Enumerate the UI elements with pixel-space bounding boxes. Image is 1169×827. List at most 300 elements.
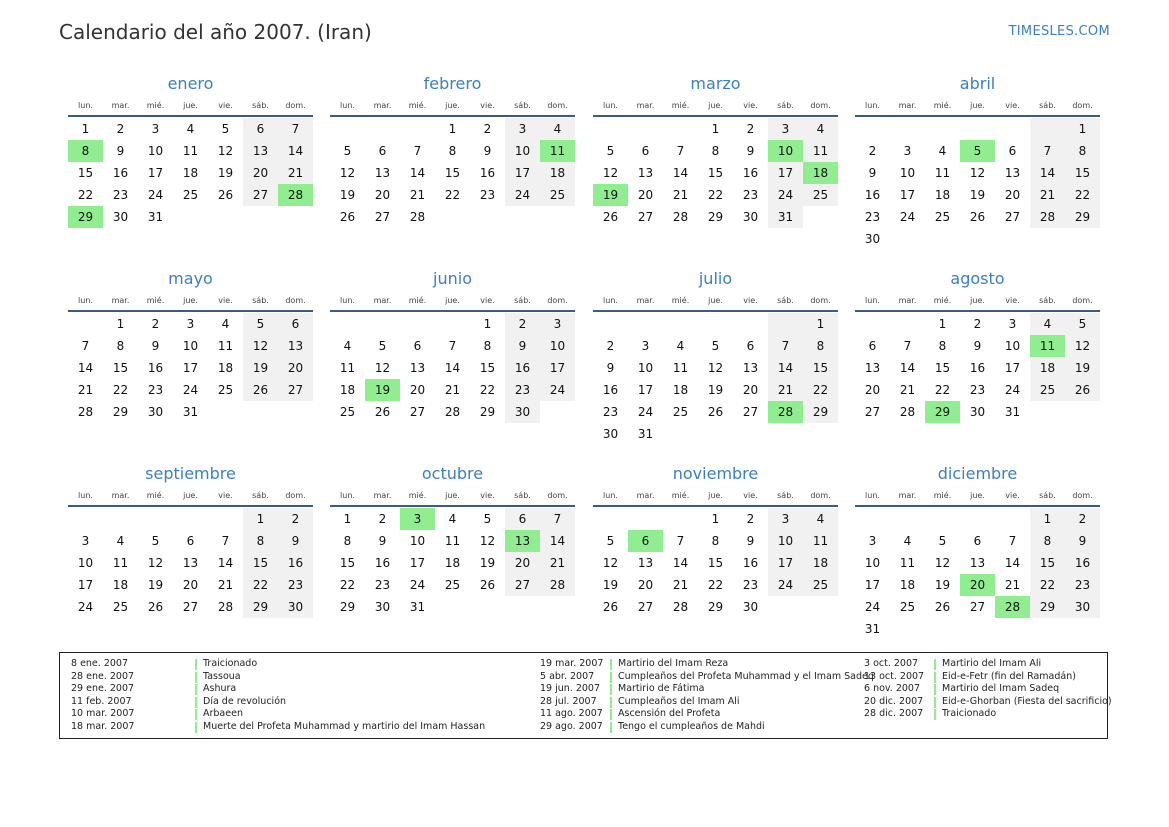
day-cell[interactable]: 11 <box>803 140 838 162</box>
day-cell[interactable]: 16 <box>1065 552 1100 574</box>
day-cell[interactable]: 30 <box>1065 596 1100 618</box>
day-cell[interactable]: 8 <box>803 335 838 357</box>
day-cell[interactable]: 18 <box>112 578 129 592</box>
day-cell[interactable]: 22 <box>707 578 724 592</box>
day-cell[interactable]: 19 <box>934 578 951 592</box>
day-cell[interactable]: 27 <box>182 600 199 614</box>
day-cell[interactable]: 25 <box>672 405 689 419</box>
day-cell[interactable]: 14 <box>540 530 575 552</box>
day-cell[interactable]: 3 <box>768 118 803 140</box>
day-cell[interactable]: 6 <box>1008 144 1017 158</box>
day-cell[interactable]: 16 <box>602 383 619 397</box>
day-cell[interactable]: 9 <box>1065 530 1100 552</box>
day-cell[interactable]: 18 <box>339 383 356 397</box>
day-cell[interactable]: 12 <box>1065 335 1100 357</box>
day-cell[interactable]: 2 <box>505 313 540 335</box>
day-cell[interactable]: 26 <box>602 600 619 614</box>
day-cell[interactable]: 8 <box>343 534 352 548</box>
day-cell[interactable]: 15 <box>112 361 129 375</box>
day-cell[interactable]: 20 <box>1004 188 1021 202</box>
day-cell[interactable]: 9 <box>746 144 755 158</box>
day-cell[interactable]: 20 <box>278 357 313 379</box>
day-cell[interactable]: 10 <box>1004 339 1021 353</box>
day-cell[interactable]: 17 <box>637 383 654 397</box>
day-cell[interactable]: 7 <box>1030 140 1065 162</box>
day-cell[interactable]: 12 <box>969 166 986 180</box>
day-cell[interactable]: 9 <box>868 166 877 180</box>
day-cell[interactable]: 30 <box>602 427 619 441</box>
day-cell[interactable]: 27 <box>505 574 540 596</box>
day-cell[interactable]: 5 <box>243 313 278 335</box>
day-cell[interactable]: 14 <box>409 166 426 180</box>
day-cell[interactable]: 10 <box>409 534 426 548</box>
day-cell[interactable]: 27 <box>409 405 426 419</box>
day-cell[interactable]: 15 <box>707 556 724 570</box>
day-cell[interactable]: 21 <box>1004 578 1021 592</box>
day-cell[interactable]: 5 <box>151 534 160 548</box>
day-cell[interactable]: 26 <box>707 405 724 419</box>
day-cell[interactable]: 3 <box>1008 317 1017 331</box>
day-cell[interactable]: 17 <box>409 556 426 570</box>
day-cell[interactable]: 13 <box>637 556 654 570</box>
day-cell[interactable]: 24 <box>899 210 916 224</box>
day-holiday[interactable]: 18 <box>803 162 838 184</box>
day-cell[interactable]: 30 <box>505 401 540 423</box>
day-cell[interactable]: 1 <box>803 313 838 335</box>
day-cell[interactable]: 1 <box>116 317 125 331</box>
day-holiday[interactable]: 10 <box>768 140 803 162</box>
day-cell[interactable]: 30 <box>147 405 164 419</box>
day-cell[interactable]: 24 <box>768 574 803 596</box>
day-cell[interactable]: 27 <box>278 379 313 401</box>
day-cell[interactable]: 5 <box>938 534 947 548</box>
day-cell[interactable]: 12 <box>217 144 234 158</box>
day-cell[interactable]: 13 <box>182 556 199 570</box>
day-cell[interactable]: 24 <box>182 383 199 397</box>
day-cell[interactable]: 4 <box>676 339 685 353</box>
day-cell[interactable]: 28 <box>217 600 234 614</box>
day-cell[interactable]: 13 <box>969 556 986 570</box>
day-cell[interactable]: 4 <box>343 339 352 353</box>
day-cell[interactable]: 5 <box>711 339 720 353</box>
day-cell[interactable]: 11 <box>182 144 199 158</box>
day-cell[interactable]: 4 <box>221 317 230 331</box>
day-cell[interactable]: 23 <box>374 578 391 592</box>
day-cell[interactable]: 29 <box>479 405 496 419</box>
day-cell[interactable]: 14 <box>444 361 461 375</box>
day-cell[interactable]: 28 <box>540 574 575 596</box>
day-cell[interactable]: 12 <box>147 556 164 570</box>
day-cell[interactable]: 24 <box>147 188 164 202</box>
day-cell[interactable]: 26 <box>479 578 496 592</box>
day-cell[interactable]: 27 <box>742 405 759 419</box>
day-cell[interactable]: 11 <box>112 556 129 570</box>
day-cell[interactable]: 20 <box>505 552 540 574</box>
day-cell[interactable]: 18 <box>672 383 689 397</box>
day-cell[interactable]: 12 <box>934 556 951 570</box>
day-cell[interactable]: 2 <box>151 317 160 331</box>
day-cell[interactable]: 16 <box>969 361 986 375</box>
day-cell[interactable]: 8 <box>711 534 720 548</box>
day-cell[interactable]: 15 <box>339 556 356 570</box>
day-cell[interactable]: 7 <box>1008 534 1017 548</box>
day-cell[interactable]: 13 <box>243 140 278 162</box>
day-cell[interactable]: 7 <box>278 118 313 140</box>
day-cell[interactable]: 31 <box>864 622 881 636</box>
day-cell[interactable]: 29 <box>1065 206 1100 228</box>
day-cell[interactable]: 31 <box>182 405 199 419</box>
day-cell[interactable]: 6 <box>186 534 195 548</box>
day-cell[interactable]: 7 <box>413 144 422 158</box>
day-cell[interactable]: 28 <box>672 210 689 224</box>
day-cell[interactable]: 9 <box>378 534 387 548</box>
day-cell[interactable]: 5 <box>221 122 230 136</box>
day-cell[interactable]: 23 <box>278 574 313 596</box>
day-cell[interactable]: 14 <box>278 140 313 162</box>
day-cell[interactable]: 27 <box>374 210 391 224</box>
day-cell[interactable]: 25 <box>803 184 838 206</box>
day-holiday[interactable]: 11 <box>540 140 575 162</box>
day-cell[interactable]: 30 <box>864 232 881 246</box>
day-cell[interactable]: 20 <box>243 162 278 184</box>
day-cell[interactable]: 21 <box>540 552 575 574</box>
day-cell[interactable]: 6 <box>243 118 278 140</box>
day-cell[interactable]: 11 <box>672 361 689 375</box>
day-cell[interactable]: 6 <box>746 339 755 353</box>
day-cell[interactable]: 30 <box>278 596 313 618</box>
day-cell[interactable]: 3 <box>151 122 160 136</box>
day-cell[interactable]: 4 <box>1030 313 1065 335</box>
day-holiday[interactable]: 20 <box>960 574 995 596</box>
day-cell[interactable]: 16 <box>479 166 496 180</box>
day-cell[interactable]: 15 <box>803 357 838 379</box>
day-cell[interactable]: 10 <box>147 144 164 158</box>
day-cell[interactable]: 14 <box>1030 162 1065 184</box>
day-cell[interactable]: 28 <box>409 210 426 224</box>
day-cell[interactable]: 5 <box>1065 313 1100 335</box>
day-cell[interactable]: 23 <box>742 188 759 202</box>
day-cell[interactable]: 8 <box>711 144 720 158</box>
day-cell[interactable]: 15 <box>479 361 496 375</box>
day-cell[interactable]: 16 <box>112 166 129 180</box>
day-cell[interactable]: 13 <box>278 335 313 357</box>
day-cell[interactable]: 23 <box>479 188 496 202</box>
day-cell[interactable]: 19 <box>969 188 986 202</box>
day-cell[interactable]: 24 <box>1004 383 1021 397</box>
day-cell[interactable]: 3 <box>505 118 540 140</box>
day-cell[interactable]: 8 <box>1065 140 1100 162</box>
day-cell[interactable]: 25 <box>803 574 838 596</box>
day-cell[interactable]: 22 <box>803 379 838 401</box>
day-cell[interactable]: 16 <box>742 166 759 180</box>
day-cell[interactable]: 25 <box>1030 379 1065 401</box>
day-holiday[interactable]: 28 <box>278 184 313 206</box>
day-cell[interactable]: 22 <box>77 188 94 202</box>
day-cell[interactable]: 6 <box>868 339 877 353</box>
day-cell[interactable]: 9 <box>116 144 125 158</box>
day-cell[interactable]: 4 <box>540 118 575 140</box>
day-cell[interactable]: 18 <box>899 578 916 592</box>
day-cell[interactable]: 28 <box>444 405 461 419</box>
day-cell[interactable]: 14 <box>672 166 689 180</box>
day-cell[interactable]: 3 <box>186 317 195 331</box>
day-cell[interactable]: 26 <box>217 188 234 202</box>
day-cell[interactable]: 14 <box>77 361 94 375</box>
day-cell[interactable]: 2 <box>1065 508 1100 530</box>
day-cell[interactable]: 1 <box>343 512 352 526</box>
day-cell[interactable]: 29 <box>707 600 724 614</box>
day-cell[interactable]: 23 <box>112 188 129 202</box>
day-cell[interactable]: 11 <box>217 339 234 353</box>
day-cell[interactable]: 10 <box>768 530 803 552</box>
day-cell[interactable]: 2 <box>483 122 492 136</box>
day-cell[interactable]: 30 <box>112 210 129 224</box>
day-cell[interactable]: 12 <box>479 534 496 548</box>
day-cell[interactable]: 3 <box>540 313 575 335</box>
day-cell[interactable]: 17 <box>182 361 199 375</box>
day-cell[interactable]: 26 <box>339 210 356 224</box>
day-cell[interactable]: 26 <box>602 210 619 224</box>
day-cell[interactable]: 1 <box>1065 118 1100 140</box>
day-cell[interactable]: 4 <box>938 144 947 158</box>
day-cell[interactable]: 24 <box>409 578 426 592</box>
day-cell[interactable]: 21 <box>672 578 689 592</box>
day-cell[interactable]: 25 <box>540 184 575 206</box>
day-cell[interactable]: 5 <box>378 339 387 353</box>
day-cell[interactable]: 17 <box>147 166 164 180</box>
day-cell[interactable]: 17 <box>768 552 803 574</box>
day-cell[interactable]: 30 <box>969 405 986 419</box>
day-cell[interactable]: 1 <box>81 122 90 136</box>
day-holiday[interactable]: 28 <box>995 596 1030 618</box>
day-cell[interactable]: 2 <box>746 122 755 136</box>
day-cell[interactable]: 8 <box>1030 530 1065 552</box>
day-cell[interactable]: 16 <box>742 556 759 570</box>
day-cell[interactable]: 3 <box>768 508 803 530</box>
day-cell[interactable]: 1 <box>448 122 457 136</box>
day-cell[interactable]: 12 <box>243 335 278 357</box>
day-cell[interactable]: 6 <box>278 313 313 335</box>
day-cell[interactable]: 22 <box>112 383 129 397</box>
day-cell[interactable]: 9 <box>606 361 615 375</box>
day-cell[interactable]: 10 <box>182 339 199 353</box>
day-cell[interactable]: 26 <box>374 405 391 419</box>
day-cell[interactable]: 6 <box>505 508 540 530</box>
day-cell[interactable]: 27 <box>969 600 986 614</box>
day-cell[interactable]: 29 <box>1030 596 1065 618</box>
day-cell[interactable]: 14 <box>217 556 234 570</box>
day-cell[interactable]: 15 <box>1030 552 1065 574</box>
day-holiday[interactable]: 6 <box>628 530 663 552</box>
day-holiday[interactable]: 5 <box>960 140 995 162</box>
day-cell[interactable]: 3 <box>868 534 877 548</box>
day-cell[interactable]: 1 <box>483 317 492 331</box>
day-cell[interactable]: 3 <box>81 534 90 548</box>
day-cell[interactable]: 22 <box>243 574 278 596</box>
day-cell[interactable]: 26 <box>969 210 986 224</box>
day-cell[interactable]: 29 <box>339 600 356 614</box>
day-cell[interactable]: 15 <box>707 166 724 180</box>
day-cell[interactable]: 1 <box>938 317 947 331</box>
day-cell[interactable]: 22 <box>339 578 356 592</box>
day-cell[interactable]: 23 <box>505 379 540 401</box>
day-cell[interactable]: 20 <box>637 188 654 202</box>
day-cell[interactable]: 4 <box>803 508 838 530</box>
day-cell[interactable]: 7 <box>676 144 685 158</box>
day-cell[interactable]: 2 <box>868 144 877 158</box>
day-cell[interactable]: 31 <box>147 210 164 224</box>
day-cell[interactable]: 19 <box>339 188 356 202</box>
day-cell[interactable]: 10 <box>637 361 654 375</box>
day-cell[interactable]: 24 <box>505 184 540 206</box>
day-cell[interactable]: 2 <box>116 122 125 136</box>
day-cell[interactable]: 9 <box>973 339 982 353</box>
day-cell[interactable]: 20 <box>742 383 759 397</box>
day-cell[interactable]: 19 <box>602 578 619 592</box>
day-cell[interactable]: 13 <box>864 361 881 375</box>
day-cell[interactable]: 3 <box>903 144 912 158</box>
day-cell[interactable]: 25 <box>112 600 129 614</box>
day-cell[interactable]: 11 <box>803 530 838 552</box>
day-cell[interactable]: 24 <box>768 184 803 206</box>
day-cell[interactable]: 23 <box>602 405 619 419</box>
day-cell[interactable]: 15 <box>444 166 461 180</box>
day-cell[interactable]: 18 <box>803 552 838 574</box>
day-cell[interactable]: 19 <box>1065 357 1100 379</box>
day-cell[interactable]: 24 <box>77 600 94 614</box>
day-cell[interactable]: 1 <box>243 508 278 530</box>
day-cell[interactable]: 21 <box>672 188 689 202</box>
day-cell[interactable]: 6 <box>413 339 422 353</box>
day-cell[interactable]: 21 <box>444 383 461 397</box>
brand-logo[interactable]: TIMESLES.COM <box>1008 24 1110 39</box>
day-cell[interactable]: 18 <box>217 361 234 375</box>
day-cell[interactable]: 29 <box>707 210 724 224</box>
day-cell[interactable]: 25 <box>934 210 951 224</box>
day-cell[interactable]: 4 <box>116 534 125 548</box>
day-cell[interactable]: 16 <box>278 552 313 574</box>
day-cell[interactable]: 4 <box>903 534 912 548</box>
day-cell[interactable]: 16 <box>864 188 881 202</box>
day-cell[interactable]: 20 <box>637 578 654 592</box>
day-holiday[interactable]: 3 <box>400 508 435 530</box>
day-cell[interactable]: 30 <box>742 600 759 614</box>
day-cell[interactable]: 20 <box>864 383 881 397</box>
day-cell[interactable]: 19 <box>479 556 496 570</box>
day-cell[interactable]: 7 <box>540 508 575 530</box>
day-cell[interactable]: 9 <box>278 530 313 552</box>
day-cell[interactable]: 18 <box>934 188 951 202</box>
day-holiday[interactable]: 19 <box>365 379 400 401</box>
day-cell[interactable]: 21 <box>217 578 234 592</box>
day-cell[interactable]: 24 <box>637 405 654 419</box>
day-cell[interactable]: 25 <box>339 405 356 419</box>
day-cell[interactable]: 21 <box>278 162 313 184</box>
day-cell[interactable]: 23 <box>1065 574 1100 596</box>
day-cell[interactable]: 27 <box>637 600 654 614</box>
day-cell[interactable]: 26 <box>147 600 164 614</box>
day-cell[interactable]: 20 <box>409 383 426 397</box>
day-cell[interactable]: 22 <box>1030 574 1065 596</box>
day-cell[interactable]: 17 <box>864 578 881 592</box>
day-cell[interactable]: 22 <box>707 188 724 202</box>
day-cell[interactable]: 15 <box>1065 162 1100 184</box>
day-cell[interactable]: 23 <box>969 383 986 397</box>
day-cell[interactable]: 17 <box>899 188 916 202</box>
day-holiday[interactable]: 28 <box>768 401 803 423</box>
day-cell[interactable]: 19 <box>707 383 724 397</box>
day-cell[interactable]: 19 <box>217 166 234 180</box>
day-cell[interactable]: 17 <box>77 578 94 592</box>
day-holiday[interactable]: 29 <box>925 401 960 423</box>
day-cell[interactable]: 22 <box>1065 184 1100 206</box>
day-cell[interactable]: 15 <box>934 361 951 375</box>
day-cell[interactable]: 11 <box>899 556 916 570</box>
day-cell[interactable]: 1 <box>1030 508 1065 530</box>
day-cell[interactable]: 7 <box>768 335 803 357</box>
day-cell[interactable]: 10 <box>505 140 540 162</box>
day-cell[interactable]: 9 <box>151 339 160 353</box>
day-cell[interactable]: 28 <box>899 405 916 419</box>
day-cell[interactable]: 2 <box>746 512 755 526</box>
day-cell[interactable]: 12 <box>602 166 619 180</box>
day-cell[interactable]: 31 <box>768 206 803 228</box>
day-cell[interactable]: 10 <box>540 335 575 357</box>
day-cell[interactable]: 29 <box>112 405 129 419</box>
day-cell[interactable]: 13 <box>637 166 654 180</box>
day-holiday[interactable]: 29 <box>68 206 103 228</box>
day-cell[interactable]: 22 <box>934 383 951 397</box>
day-cell[interactable]: 17 <box>505 162 540 184</box>
day-cell[interactable]: 14 <box>899 361 916 375</box>
day-cell[interactable]: 23 <box>864 210 881 224</box>
day-cell[interactable]: 25 <box>899 600 916 614</box>
day-cell[interactable]: 8 <box>448 144 457 158</box>
day-cell[interactable]: 12 <box>602 556 619 570</box>
day-cell[interactable]: 17 <box>768 162 803 184</box>
day-cell[interactable]: 16 <box>374 556 391 570</box>
day-holiday[interactable]: 8 <box>68 140 103 162</box>
day-cell[interactable]: 13 <box>374 166 391 180</box>
day-cell[interactable]: 29 <box>803 401 838 423</box>
day-cell[interactable]: 4 <box>186 122 195 136</box>
day-cell[interactable]: 3 <box>641 339 650 353</box>
day-cell[interactable]: 18 <box>1030 357 1065 379</box>
day-cell[interactable]: 28 <box>77 405 94 419</box>
day-cell[interactable]: 8 <box>116 339 125 353</box>
day-cell[interactable]: 18 <box>540 162 575 184</box>
day-cell[interactable]: 26 <box>1065 379 1100 401</box>
day-cell[interactable]: 31 <box>409 600 426 614</box>
day-cell[interactable]: 12 <box>707 361 724 375</box>
day-cell[interactable]: 30 <box>742 210 759 224</box>
day-cell[interactable]: 21 <box>77 383 94 397</box>
day-cell[interactable]: 23 <box>742 578 759 592</box>
day-cell[interactable]: 25 <box>217 383 234 397</box>
day-cell[interactable]: 10 <box>864 556 881 570</box>
day-cell[interactable]: 11 <box>934 166 951 180</box>
day-cell[interactable]: 9 <box>483 144 492 158</box>
day-cell[interactable]: 8 <box>243 530 278 552</box>
day-cell[interactable]: 2 <box>278 508 313 530</box>
day-cell[interactable]: 13 <box>1004 166 1021 180</box>
day-cell[interactable]: 19 <box>243 357 278 379</box>
day-cell[interactable]: 26 <box>934 600 951 614</box>
day-cell[interactable]: 20 <box>182 578 199 592</box>
day-cell[interactable]: 6 <box>378 144 387 158</box>
day-cell[interactable]: 2 <box>973 317 982 331</box>
day-cell[interactable]: 5 <box>606 144 615 158</box>
